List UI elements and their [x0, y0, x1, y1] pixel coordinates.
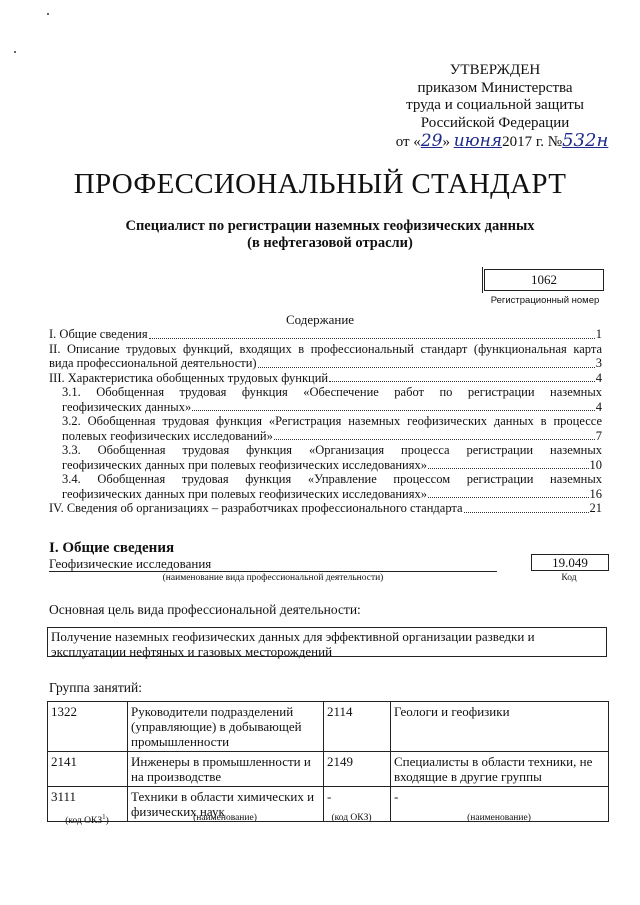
toc-entry-text: полевых геофизических исследований»	[62, 428, 273, 443]
table-of-contents	[49, 327, 602, 516]
occupation-name-cell: Геологи и геофизики	[391, 702, 609, 752]
toc-entry-text-first: II. Описание трудовых функций, входящих в профессиональный стандарт (функциональная карта	[49, 341, 602, 356]
standard-name	[0, 218, 640, 252]
okz-code-cell: 2149	[324, 752, 391, 787]
toc-entry-text-first: 3.1. Обобщенная трудовая функция «Обеспечение работ по регистрации наземных	[62, 385, 602, 399]
occupation-name-cell: -	[391, 787, 609, 822]
activity-kind-field: Геофизические исследования	[49, 556, 497, 572]
handwritten-day: 29	[420, 131, 443, 151]
toc-entry[interactable]	[49, 472, 602, 501]
toc-entry[interactable]	[49, 385, 602, 414]
toc-entry[interactable]	[49, 414, 602, 443]
occupation-name-cell: Специалисты в области техники, не входящие в другие группы	[391, 752, 609, 787]
handwritten-month: июня	[453, 131, 503, 151]
toc-entry-page: 3	[595, 356, 602, 370]
toc-entry-text: геофизических данных»	[62, 399, 192, 414]
approval-date-line	[380, 132, 610, 152]
okz-code-cell: -	[324, 787, 391, 822]
handwritten-number: 532н	[562, 130, 609, 151]
toc-entry-text: геофизических данных при полевых геофизических исследованиях»	[62, 486, 427, 501]
document-title: ПРОФЕССИОНАЛЬНЫЙ СТАНДАРТ	[73, 168, 567, 200]
toc-entry-text: III. Характеристика обобщенных трудовых функций	[49, 370, 329, 385]
toc-entry-page: 16	[589, 486, 602, 501]
toc-entry[interactable]	[49, 342, 602, 371]
occupation-name-cell: Руководители подразделений (управляющие) в добывающей промышленности	[128, 702, 324, 752]
approval-line-2: приказом Министерства	[417, 79, 573, 96]
okz-code-caption: (код ОКЗ)	[331, 813, 372, 823]
toc-entry-page: 21	[589, 501, 602, 515]
approval-block	[380, 62, 610, 152]
toc-entry-text: вида профессиональной деятельности)	[49, 356, 257, 370]
section-heading: I. Общие сведения	[49, 540, 175, 556]
toc-entry-text-first: 3.4. Обобщенная трудовая функция «Управление процессом регистрации наземных	[62, 472, 602, 486]
standard-name-line-2: (в нефтегазовой отрасли)	[247, 235, 413, 251]
toc-entry-page: 4	[595, 370, 602, 385]
occupation-name-cell: Инженеры в промышленности и на производстве	[128, 752, 324, 787]
date-year: 2017 г. №	[502, 134, 563, 150]
toc-entry[interactable]	[49, 443, 602, 472]
registration-number-box: 1062	[484, 269, 604, 291]
okz-code-cell: 2114	[324, 702, 391, 752]
okz-code-cell: 1322	[48, 702, 128, 752]
approval-line-3: труда и социальной защиты	[406, 97, 584, 113]
date-prefix: от «	[395, 134, 421, 150]
toc-entry-page: 4	[595, 399, 602, 414]
toc-entry[interactable]	[49, 371, 602, 386]
activity-code-caption: Код	[561, 573, 577, 583]
standard-name-line-1: Специалист по регистрации наземных геофизических данных	[125, 218, 535, 234]
goal-text-box: Получение наземных геофизических данных для эффективной организации разведки и эксплуатации нефтяных и газовых месторождений	[47, 627, 607, 657]
toc-heading: Содержание	[285, 312, 355, 327]
toc-entry-text: геофизических данных при полевых геофизических исследованиях»	[62, 457, 427, 472]
okz-code-caption: (код ОКЗ$^1$)	[65, 813, 109, 827]
toc-entry[interactable]	[49, 501, 602, 516]
toc-entry-text-first: 3.3. Обобщенная трудовая функция «Организация процесса регистрации наземных	[62, 443, 602, 457]
table-row	[48, 752, 609, 787]
toc-entry-page: 1	[595, 327, 602, 341]
registration-number-label: Регистрационный номер	[490, 295, 600, 306]
goal-heading: Основная цель вида профессиональной деятельности:	[49, 602, 361, 617]
name-caption: (наименование)	[193, 813, 257, 823]
approval-line-1: УТВЕРЖДЕН	[449, 62, 541, 78]
date-mid: »	[442, 134, 454, 150]
toc-entry[interactable]	[49, 327, 602, 342]
scan-speck	[47, 13, 49, 15]
footnote-mark[interactable]: 1	[102, 813, 106, 821]
occupation-group-table	[47, 701, 609, 822]
scan-speck	[14, 51, 16, 53]
table-row	[48, 702, 609, 752]
approval-line-4: Российской Федерации	[420, 114, 570, 131]
toc-entry-text-first: 3.2. Обобщенная трудовая функция «Регистрация наземных геофизических данных в процессе	[62, 414, 602, 428]
okz-code-cell: 2141	[48, 752, 128, 787]
toc-entry-page: 7	[595, 428, 602, 443]
occupation-name-cell: Техники в области химических и физических наук	[128, 787, 324, 822]
activity-code-box: 19.049	[531, 554, 609, 571]
name-caption: (наименование)	[467, 813, 531, 823]
occupation-group-heading: Группа занятий:	[49, 680, 142, 695]
toc-entry-text: IV. Сведения об организациях – разработчиках профессионального стандарта	[49, 501, 463, 515]
toc-entry-page: 10	[589, 457, 602, 472]
toc-entry-text: I. Общие сведения	[49, 327, 148, 341]
activity-kind-caption: (наименование вида профессиональной деятельности)	[162, 573, 384, 583]
okz-code-cell: 3111	[48, 787, 128, 822]
